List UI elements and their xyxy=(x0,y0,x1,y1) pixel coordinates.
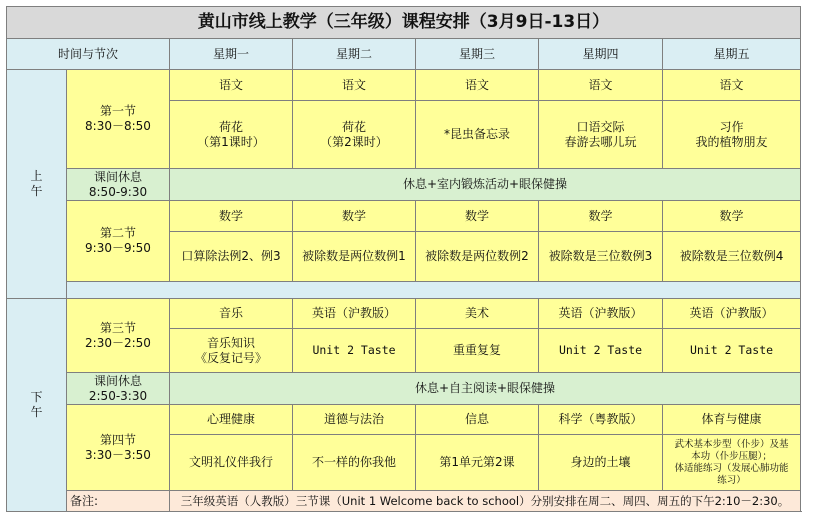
morning-break-row xyxy=(7,169,801,201)
subject-cell: 数学 xyxy=(663,201,801,232)
topic-cell: 习作 我的植物朋友 xyxy=(663,101,801,169)
topic-cell: Unit 2 Taste xyxy=(663,329,801,373)
time-column-header: 时间与节次 xyxy=(7,39,170,70)
topic-cell: 荷花 （第1课时） xyxy=(170,101,293,169)
topic-cell: 文明礼仪伴我行 xyxy=(170,435,293,491)
afternoon-break-label: 课间休息 2:50-3:30 xyxy=(67,373,170,405)
afternoon-break-activity: 休息+自主阅读+眼保健操 xyxy=(170,373,801,405)
period1-subject-row xyxy=(7,70,801,101)
topic-cell: 被除数是两位数例1 xyxy=(293,232,416,282)
afternoon-label: 下 午 xyxy=(7,299,67,512)
subject-cell: 音乐 xyxy=(170,299,293,329)
schedule-table xyxy=(6,6,801,512)
topic-cell: 武术基本步型（仆步）及基 本功（仆步压腿）； 体适能练习（发展心肺功能 练习） xyxy=(663,435,801,491)
period4-subject-row xyxy=(7,405,801,435)
subject-cell: 体育与健康 xyxy=(663,405,801,435)
schedule-title: 黄山市线上教学（三年级）课程安排（3月9日-13日） xyxy=(7,7,801,39)
subject-cell: 数学 xyxy=(539,201,663,232)
subject-cell: 道德与法治 xyxy=(293,405,416,435)
subject-cell: 语文 xyxy=(416,70,539,101)
subject-cell: 美术 xyxy=(416,299,539,329)
topic-cell: 被除数是两位数例2 xyxy=(416,232,539,282)
period2-subject-row xyxy=(7,201,801,232)
topic-cell: 第1单元第2课 xyxy=(416,435,539,491)
subject-cell: 科学（粤教版） xyxy=(539,405,663,435)
subject-cell: 语文 xyxy=(663,70,801,101)
topic-cell: 身边的土壤 xyxy=(539,435,663,491)
day-header: 星期一 xyxy=(170,39,293,70)
topic-cell: 口语交际 春游去哪儿玩 xyxy=(539,101,663,169)
period1-label: 第一节 8:30－8:50 xyxy=(67,70,170,169)
subject-cell: 英语（沪教版） xyxy=(663,299,801,329)
morning-break-activity: 休息+室内锻炼活动+眼保健操 xyxy=(170,169,801,201)
noon-spacer xyxy=(67,282,801,299)
subject-cell: 心理健康 xyxy=(170,405,293,435)
period3-label: 第三节 2:30－2:50 xyxy=(67,299,170,373)
day-header: 星期二 xyxy=(293,39,416,70)
afternoon-break-row xyxy=(7,373,801,405)
topic-cell: 被除数是三位数例4 xyxy=(663,232,801,282)
subject-cell: 英语（沪教版） xyxy=(539,299,663,329)
header-row xyxy=(7,39,801,70)
noon-spacer-row xyxy=(7,282,801,299)
note-label: 备注: xyxy=(67,491,170,512)
subject-cell: 数学 xyxy=(170,201,293,232)
day-header: 星期三 xyxy=(416,39,539,70)
subject-cell: 英语（沪教版） xyxy=(293,299,416,329)
topic-cell: 口算除法例2、例3 xyxy=(170,232,293,282)
topic-cell: 被除数是三位数例3 xyxy=(539,232,663,282)
morning-break-label: 课间休息 8:50-9:30 xyxy=(67,169,170,201)
subject-cell: 语文 xyxy=(293,70,416,101)
topic-cell: Unit 2 Taste xyxy=(293,329,416,373)
note-row xyxy=(7,491,801,512)
morning-label: 上 午 xyxy=(7,70,67,299)
subject-cell: 语文 xyxy=(539,70,663,101)
subject-cell: 数学 xyxy=(293,201,416,232)
subject-cell: 信息 xyxy=(416,405,539,435)
period2-label: 第二节 9:30－9:50 xyxy=(67,201,170,282)
schedule-sheet xyxy=(6,6,800,521)
period4-label: 第四节 3:30－3:50 xyxy=(67,405,170,491)
topic-cell: 荷花 （第2课时） xyxy=(293,101,416,169)
period3-subject-row xyxy=(7,299,801,329)
subject-cell: 数学 xyxy=(416,201,539,232)
day-header: 星期四 xyxy=(539,39,663,70)
topic-cell: 音乐知识 《反复记号》 xyxy=(170,329,293,373)
topic-cell: 不一样的你我他 xyxy=(293,435,416,491)
subject-cell: 语文 xyxy=(170,70,293,101)
topic-cell: *昆虫备忘录 xyxy=(416,101,539,169)
day-header: 星期五 xyxy=(663,39,801,70)
topic-cell: Unit 2 Taste xyxy=(539,329,663,373)
topic-cell: 重重复复 xyxy=(416,329,539,373)
note-text: 三年级英语（人教版）三节课（Unit 1 Welcome back to school）分别安排在周二、周四、周五的下午2:10－2:30。 xyxy=(170,491,801,512)
